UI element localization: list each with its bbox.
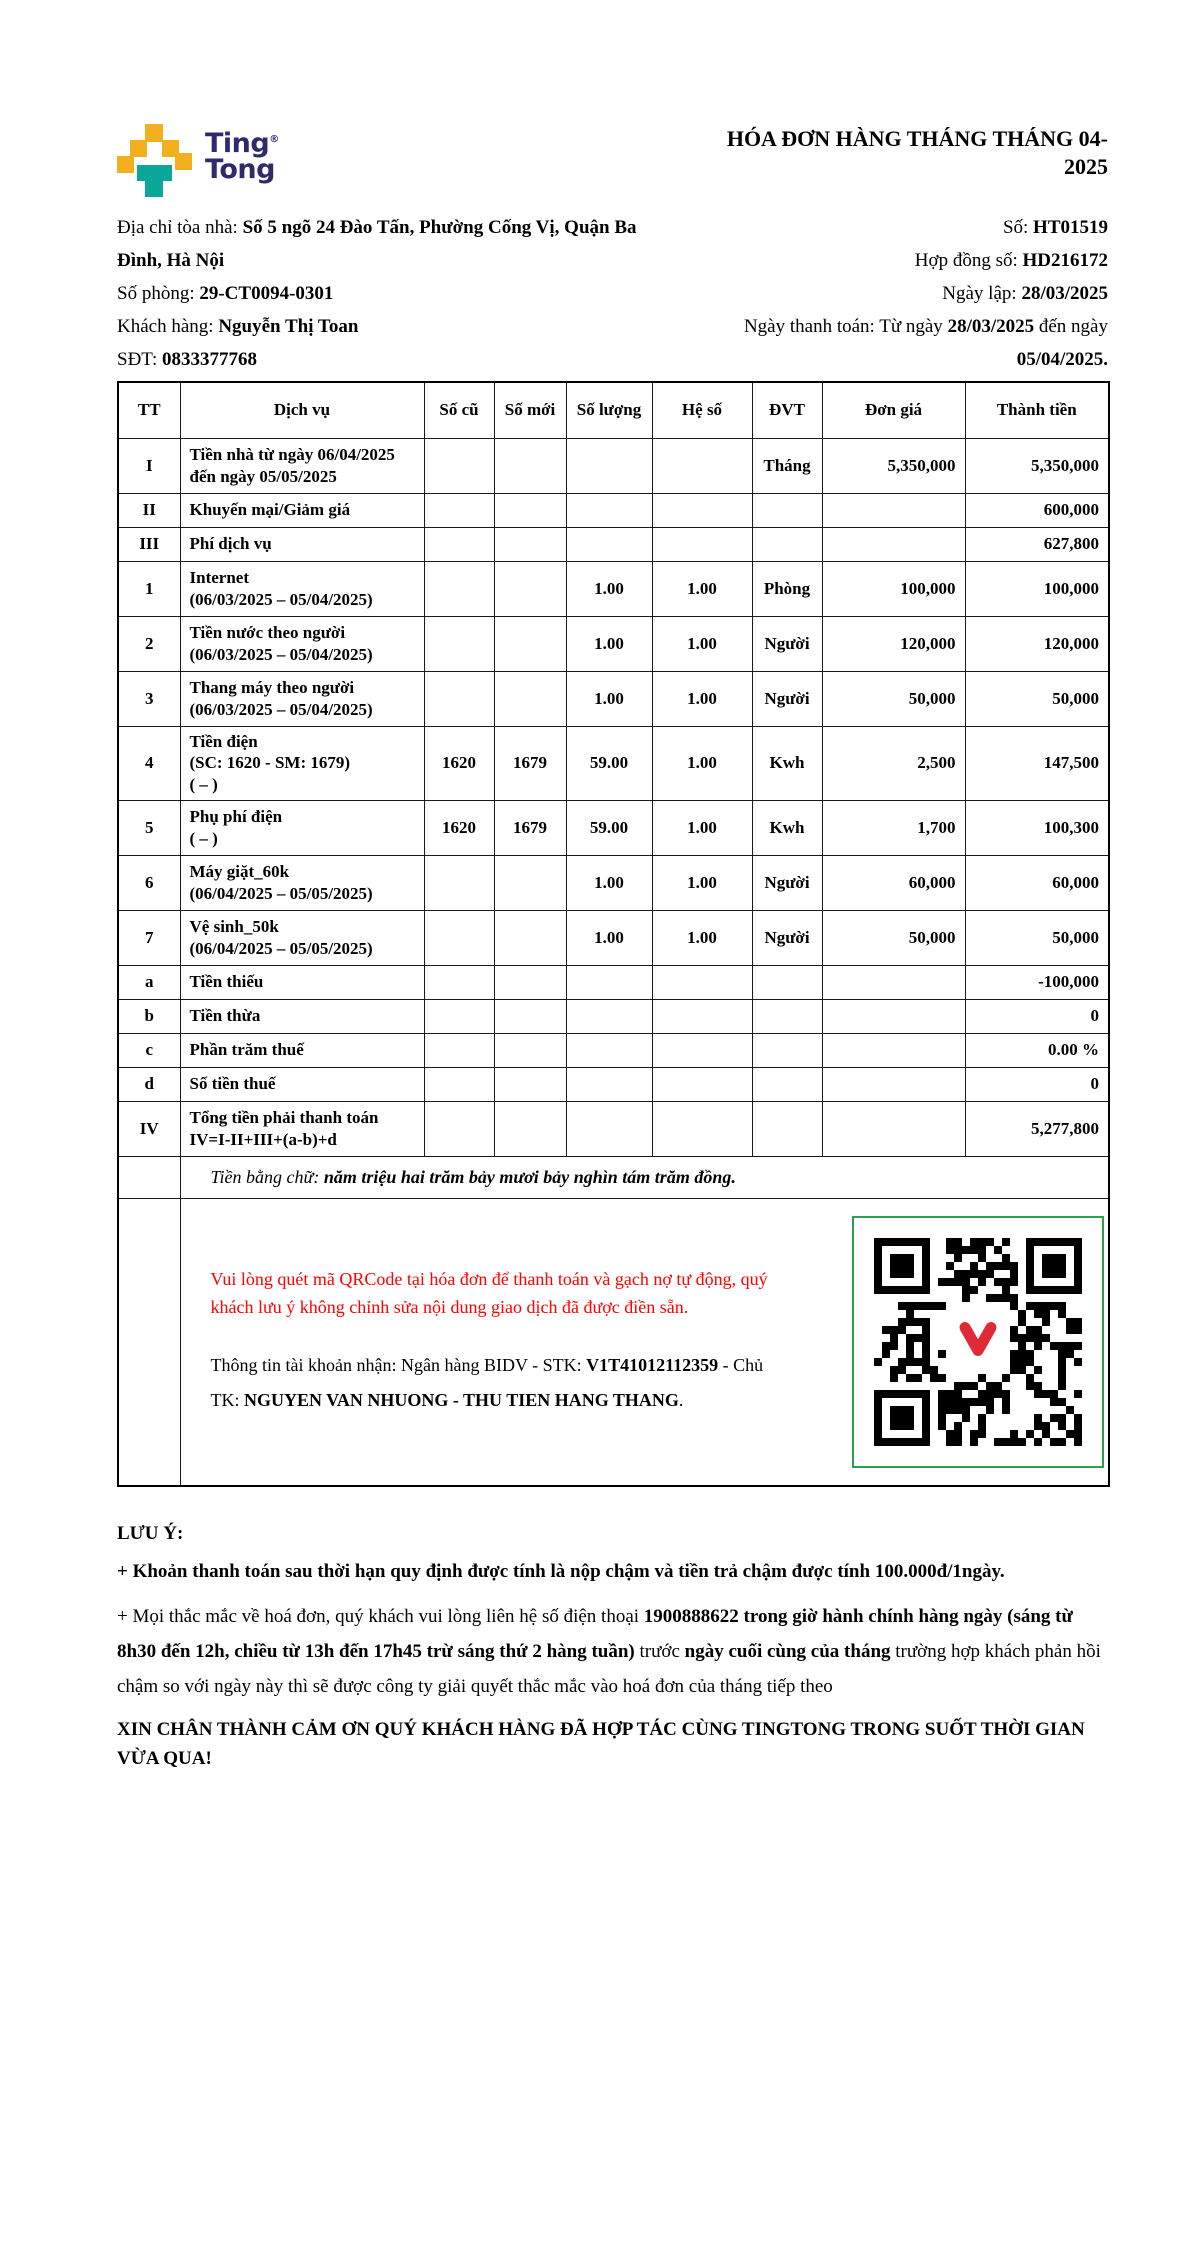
bank-account-info: Thông tin tài khoản nhận: Ngân hàng BIDV - STK: V1T41012112359 - Chủ TK: NGUYEN VAN NHUONG - THU TIEN HANG THANG.	[210, 1354, 764, 1410]
cell-price: 1,700	[822, 800, 965, 855]
customer-info	[117, 211, 682, 376]
cell-tt: 6	[118, 855, 180, 910]
cell-old: 1620	[424, 726, 494, 800]
contract-number: Hợp đồng số: HD216172	[914, 250, 1108, 271]
cell-qty	[566, 1033, 652, 1067]
cell-qty: 1.00	[566, 855, 652, 910]
cell-total: 0	[965, 1067, 1109, 1101]
cell-unit	[752, 999, 822, 1033]
cell-tt: 4	[118, 726, 180, 800]
qr-notice: Vui lòng quét mã QRCode tại hóa đơn để thanh toán và gạch nợ tự động, quý khách lưu ý không chỉnh sửa nội dung giao dịch đã được điền sẵn.	[210, 1268, 768, 1317]
cell-name: Phần trăm thuế	[180, 1033, 424, 1067]
cell-new: 1679	[494, 726, 566, 800]
cell-coeff	[652, 1101, 752, 1156]
table-row	[118, 1033, 1109, 1067]
cell-qty	[566, 1067, 652, 1101]
cell-coeff	[652, 999, 752, 1033]
cell-tt: III	[118, 527, 180, 561]
cell-old	[424, 1067, 494, 1101]
cell-new	[494, 1101, 566, 1156]
column-header: Số lượng	[566, 382, 652, 438]
table-body	[118, 438, 1109, 1156]
cell-coeff: 1.00	[652, 616, 752, 671]
cell-tt: II	[118, 493, 180, 527]
cell-total: 50,000	[965, 910, 1109, 965]
cell-price: 2,500	[822, 726, 965, 800]
cell-qty	[566, 965, 652, 999]
table-row	[118, 527, 1109, 561]
page-title: HÓA ĐƠN HÀNG THÁNG THÁNG 04- 2025	[726, 126, 1108, 179]
cell-unit	[752, 1067, 822, 1101]
cell-unit: Người	[752, 855, 822, 910]
qr-payment-cell	[180, 1198, 1109, 1486]
cell-qty	[566, 527, 652, 561]
cell-unit: Kwh	[752, 726, 822, 800]
customer-name: Khách hàng: Nguyễn Thị Toan	[117, 316, 359, 337]
header	[117, 123, 1108, 201]
cell-coeff: 1.00	[652, 561, 752, 616]
cell-new	[494, 1033, 566, 1067]
invoice-info	[117, 211, 1108, 376]
building-address: Địa chỉ tòa nhà: Số 5 ngõ 24 Đào Tấn, Phường Cống Vị, Quận Ba Đình, Hà Nội	[117, 217, 637, 271]
cell-tt: d	[118, 1067, 180, 1101]
registered-mark: ®	[269, 134, 279, 145]
cell-new	[494, 855, 566, 910]
cell-price	[822, 999, 965, 1033]
cell-name: Phí dịch vụ	[180, 527, 424, 561]
cell-coeff: 1.00	[652, 800, 752, 855]
cell-new	[494, 493, 566, 527]
cell-total: -100,000	[965, 965, 1109, 999]
cell-unit	[752, 527, 822, 561]
cell-name: Số tiền thuế	[180, 1067, 424, 1101]
cell-unit: Người	[752, 671, 822, 726]
cell-total: 5,350,000	[965, 438, 1109, 493]
cell-price	[822, 493, 965, 527]
invoice-meta	[682, 211, 1108, 376]
cell-total: 100,000	[965, 561, 1109, 616]
cell-price: 50,000	[822, 910, 965, 965]
cell-coeff: 1.00	[652, 855, 752, 910]
cell-tt: b	[118, 999, 180, 1033]
cell-name: Tiền điện (SC: 1620 - SM: 1679) ( – )	[180, 726, 424, 800]
cell-unit	[752, 493, 822, 527]
cell-new: 1679	[494, 800, 566, 855]
cell-old	[424, 616, 494, 671]
table-row	[118, 493, 1109, 527]
cell-old	[424, 999, 494, 1033]
cell-coeff	[652, 438, 752, 493]
invoice-number: Số: HT01519	[1002, 217, 1108, 238]
cell-qty	[566, 438, 652, 493]
cell-total: 0.00 %	[965, 1033, 1109, 1067]
table-row	[118, 999, 1109, 1033]
tingtong-logo-icon	[117, 123, 195, 201]
cell-old	[424, 671, 494, 726]
cell-coeff	[652, 527, 752, 561]
cell-old: 1620	[424, 800, 494, 855]
column-header: TT	[118, 382, 180, 438]
hotline-note: + Mọi thắc mắc về hoá đơn, quý khách vui lòng liên hệ số điện thoại 1900888622 trong giờ hành chính hàng ngày (sáng từ 8h30 đến 12h, chiều từ 13h đến 17h45 trừ sáng thứ 2 hàng tuần) trước ngày cuối cùng của tháng trường hợp khách phản hồi chậm so với ngày này thì sẽ được công ty giải quyết thắc mắc vào hoá đơn của tháng tiếp theo	[117, 1606, 1101, 1698]
cell-total: 627,800	[965, 527, 1109, 561]
cell-old	[424, 493, 494, 527]
cell-qty	[566, 493, 652, 527]
table-footer-rows	[118, 1156, 1109, 1486]
logo-word-ting: Ting	[205, 128, 270, 159]
cell-price: 50,000	[822, 671, 965, 726]
cell-qty: 1.00	[566, 616, 652, 671]
cell-price	[822, 527, 965, 561]
payment-period: Ngày thanh toán: Từ ngày 28/03/2025 đến ngày 05/04/2025.	[743, 316, 1108, 370]
amount-in-words: Tiền bằng chữ: năm triệu hai trăm bảy mươi bảy nghìn tám trăm đồng.	[180, 1156, 1109, 1198]
cell-coeff	[652, 1067, 752, 1101]
cell-unit: Người	[752, 616, 822, 671]
cell-tt: I	[118, 438, 180, 493]
column-header: ĐVT	[752, 382, 822, 438]
table-row	[118, 965, 1109, 999]
table-row	[118, 1067, 1109, 1101]
cell-new	[494, 999, 566, 1033]
amount-in-words-row	[118, 1156, 1109, 1198]
cell-qty: 59.00	[566, 726, 652, 800]
cell-coeff	[652, 1033, 752, 1067]
payment-instructions	[211, 1266, 771, 1418]
cell-total: 50,000	[965, 671, 1109, 726]
qr-code	[852, 1216, 1104, 1468]
cell-name: Khuyến mại/Giảm giá	[180, 493, 424, 527]
cell-new	[494, 616, 566, 671]
cell-price	[822, 965, 965, 999]
logo-word-tong: Tong	[205, 154, 275, 186]
cell-price: 100,000	[822, 561, 965, 616]
cell-unit: Phòng	[752, 561, 822, 616]
room-number: Số phòng: 29-CT0094-0301	[117, 283, 334, 304]
cell-empty	[118, 1156, 180, 1198]
cell-price	[822, 1067, 965, 1101]
cell-old	[424, 438, 494, 493]
cell-name: Phụ phí điện ( – )	[180, 800, 424, 855]
cell-name: Vệ sinh_50k (06/04/2025 – 05/05/2025)	[180, 910, 424, 965]
qr-row	[118, 1198, 1109, 1486]
cell-tt: 2	[118, 616, 180, 671]
table-row	[118, 855, 1109, 910]
table-header	[118, 382, 1109, 438]
table-row	[118, 561, 1109, 616]
cell-name: Internet (06/03/2025 – 05/04/2025)	[180, 561, 424, 616]
cell-unit	[752, 1101, 822, 1156]
cell-coeff	[652, 965, 752, 999]
cell-old	[424, 1033, 494, 1067]
customer-phone: SĐT: 0833377768	[117, 349, 257, 370]
table-row	[118, 726, 1109, 800]
cell-old	[424, 1101, 494, 1156]
cell-coeff: 1.00	[652, 726, 752, 800]
cell-total: 60,000	[965, 855, 1109, 910]
cell-unit	[752, 965, 822, 999]
cell-coeff: 1.00	[652, 671, 752, 726]
cell-tt: 1	[118, 561, 180, 616]
cell-old	[424, 527, 494, 561]
cell-name: Tiền nhà từ ngày 06/04/2025 đến ngày 05/05/2025	[180, 438, 424, 493]
cell-price	[822, 1101, 965, 1156]
cell-new	[494, 1067, 566, 1101]
cell-total: 120,000	[965, 616, 1109, 671]
thank-you-note: XIN CHÂN THÀNH CẢM ƠN QUÝ KHÁCH HÀNG ĐÃ HỢP TÁC CÙNG TINGTONG TRONG SUỐT THỜI GIAN VỪA QUA!	[117, 1719, 1085, 1769]
cell-name: Tiền thiếu	[180, 965, 424, 999]
cell-tt: IV	[118, 1101, 180, 1156]
table-row	[118, 800, 1109, 855]
cell-tt: 5	[118, 800, 180, 855]
table-row	[118, 910, 1109, 965]
cell-name: Máy giặt_60k (06/04/2025 – 05/05/2025)	[180, 855, 424, 910]
table-row	[118, 616, 1109, 671]
cell-new	[494, 561, 566, 616]
table-row	[118, 1101, 1109, 1156]
cell-empty	[118, 1198, 180, 1486]
cell-qty: 1.00	[566, 561, 652, 616]
cell-new	[494, 965, 566, 999]
cell-price	[822, 1033, 965, 1067]
cell-total: 5,277,800	[965, 1101, 1109, 1156]
column-header: Đơn giá	[822, 382, 965, 438]
cell-coeff: 1.00	[652, 910, 752, 965]
table-row	[118, 438, 1109, 493]
cell-qty	[566, 999, 652, 1033]
late-payment-note: + Khoản thanh toán sau thời hạn quy định được tính là nộp chậm và tiền trả chậm được tính 100.000đ/1ngày.	[117, 1561, 1005, 1582]
column-header: Số cũ	[424, 382, 494, 438]
cell-qty	[566, 1101, 652, 1156]
cell-total: 0	[965, 999, 1109, 1033]
cell-total: 100,300	[965, 800, 1109, 855]
cell-qty: 1.00	[566, 671, 652, 726]
cell-old	[424, 561, 494, 616]
table-row	[118, 671, 1109, 726]
heart-v-icon	[956, 1319, 1000, 1364]
cell-price: 120,000	[822, 616, 965, 671]
invoice-table	[117, 381, 1110, 1487]
cell-unit	[752, 1033, 822, 1067]
column-header: Hệ số	[652, 382, 752, 438]
cell-qty: 1.00	[566, 910, 652, 965]
cell-coeff	[652, 493, 752, 527]
cell-name: Tổng tiền phải thanh toán IV=I-II+III+(a-b)+d	[180, 1101, 424, 1156]
cell-new	[494, 438, 566, 493]
cell-tt: c	[118, 1033, 180, 1067]
cell-new	[494, 527, 566, 561]
tingtong-logo	[117, 123, 279, 201]
cell-price: 60,000	[822, 855, 965, 910]
cell-new	[494, 671, 566, 726]
cell-new	[494, 910, 566, 965]
logo-wordmark	[205, 123, 279, 184]
cell-unit: Người	[752, 910, 822, 965]
footer-notes	[117, 1523, 1108, 1773]
cell-name: Thang máy theo người (06/03/2025 – 05/04/2025)	[180, 671, 424, 726]
cell-qty: 59.00	[566, 800, 652, 855]
notes-title: LƯU Ý:	[117, 1523, 184, 1544]
cell-total: 147,500	[965, 726, 1109, 800]
cell-old	[424, 910, 494, 965]
column-header: Thành tiền	[965, 382, 1109, 438]
cell-old	[424, 855, 494, 910]
cell-tt: 7	[118, 910, 180, 965]
column-header: Số mới	[494, 382, 566, 438]
cell-name: Tiền nước theo người (06/03/2025 – 05/04/2025)	[180, 616, 424, 671]
cell-name: Tiền thừa	[180, 999, 424, 1033]
cell-total: 600,000	[965, 493, 1109, 527]
column-header: Dịch vụ	[180, 382, 424, 438]
cell-old	[424, 965, 494, 999]
cell-unit: Kwh	[752, 800, 822, 855]
issue-date: Ngày lập: 28/03/2025	[942, 283, 1108, 304]
cell-unit: Tháng	[752, 438, 822, 493]
cell-price: 5,350,000	[822, 438, 965, 493]
cell-tt: 3	[118, 671, 180, 726]
cell-tt: a	[118, 965, 180, 999]
